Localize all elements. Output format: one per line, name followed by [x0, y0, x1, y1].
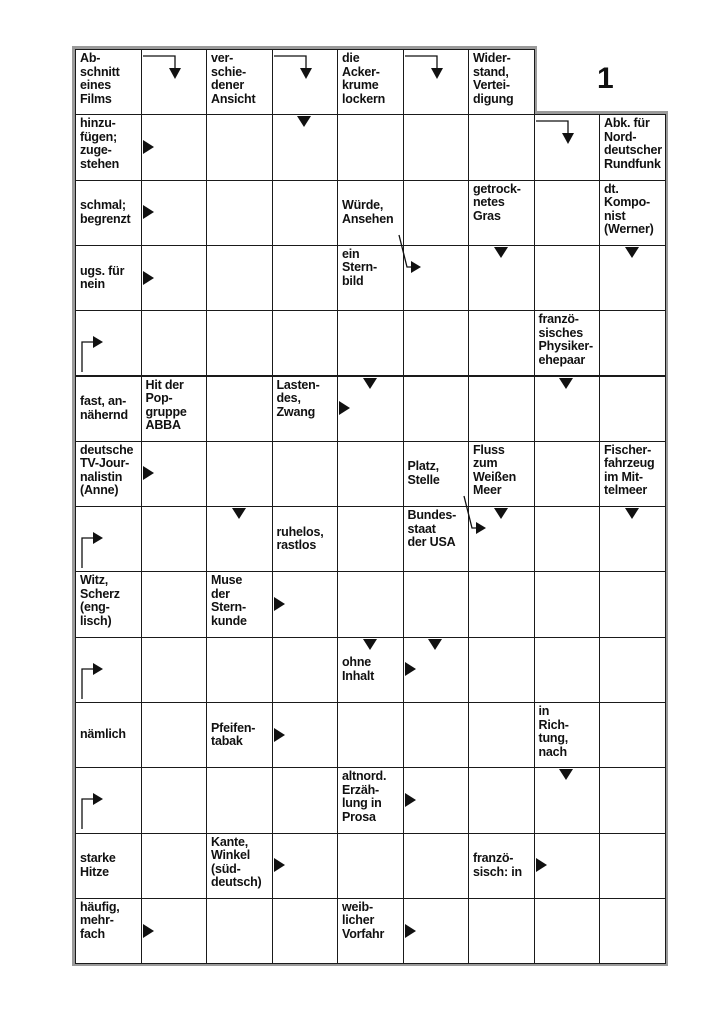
clue-text: Muse der Stern- kunde [211, 573, 247, 628]
clue-cell [75, 376, 142, 442]
right-arrow-icon [143, 924, 154, 938]
answer-cell[interactable] [468, 898, 535, 964]
answer-cell[interactable] [599, 702, 666, 768]
answer-cell[interactable] [468, 702, 535, 768]
answer-cell[interactable] [599, 637, 666, 703]
answer-cell[interactable] [141, 833, 208, 899]
clue-text: in Rich- tung, nach [538, 704, 569, 759]
clue-cell [75, 114, 142, 180]
answer-cell[interactable] [272, 310, 339, 376]
answer-cell[interactable] [599, 898, 666, 964]
clue-text: ruhelos, rastlos [276, 524, 324, 553]
clue-cell [75, 702, 142, 768]
answer-cell[interactable] [403, 702, 470, 768]
down-arrow-icon [625, 247, 639, 258]
right-arrow-icon [274, 597, 285, 611]
right-arrow-icon [405, 662, 416, 676]
clue-text: franzö- sisches Physiker- ehepaar [538, 312, 593, 367]
answer-cell[interactable] [599, 571, 666, 637]
right-arrow-icon [405, 793, 416, 807]
answer-cell[interactable] [141, 571, 208, 637]
clue-text: Würde, Ansehen [342, 198, 394, 226]
clue-text: schmal; begrenzt [80, 198, 131, 226]
bent-right-arrow-icon [81, 332, 107, 372]
answer-cell[interactable] [141, 767, 208, 833]
answer-cell[interactable] [206, 310, 273, 376]
answer-cell[interactable] [272, 898, 339, 964]
down-arrow-icon [494, 247, 508, 258]
down-arrow-icon [297, 116, 311, 127]
right-arrow-icon [536, 858, 547, 872]
answer-cell[interactable] [337, 702, 404, 768]
clue-text: starke Hitze [80, 851, 116, 879]
clue-text: Kante, Winkel (süd- deutsch) [211, 834, 262, 890]
answer-cell[interactable] [272, 180, 339, 246]
clue-text: fast, an- nähernd [80, 394, 128, 422]
clue-cell [75, 245, 142, 311]
bent-right-arrow-icon [81, 789, 107, 829]
answer-cell[interactable] [272, 637, 339, 703]
answer-cell[interactable] [534, 441, 601, 507]
answer-cell[interactable] [337, 114, 404, 180]
clue-cell [599, 441, 666, 507]
answer-cell[interactable] [468, 310, 535, 376]
clue-cell [75, 180, 142, 246]
answer-cell[interactable] [206, 376, 273, 442]
clue-text: altnord. Erzäh- lung in Prosa [342, 769, 387, 824]
right-arrow-icon [405, 924, 416, 938]
right-arrow-icon [143, 140, 154, 154]
answer-cell[interactable] [272, 245, 339, 311]
answer-cell[interactable] [206, 245, 273, 311]
right-arrow-icon [143, 205, 154, 219]
answer-cell[interactable] [534, 506, 601, 572]
clue-cell [75, 833, 142, 899]
answer-cell[interactable] [403, 571, 470, 637]
clue-text: ein Stern- bild [342, 246, 377, 288]
answer-cell[interactable] [468, 114, 535, 180]
answer-cell[interactable] [141, 702, 208, 768]
answer-cell[interactable] [468, 637, 535, 703]
right-arrow-icon [339, 401, 350, 415]
clue-cell [599, 114, 666, 180]
bent-down-arrow-icon [405, 55, 445, 81]
clue-text: dt. Kompo- nist (Werner) [604, 181, 654, 237]
right-arrow-icon [274, 728, 285, 742]
right-arrow-icon [143, 466, 154, 480]
clue-cell [337, 49, 404, 115]
clue-cell [206, 833, 273, 899]
clue-text: die Acker- krume lockern [342, 51, 386, 106]
clue-cell [337, 180, 404, 246]
answer-cell[interactable] [141, 637, 208, 703]
clue-text: hinzu- fügen; zuge- stehen [80, 116, 120, 171]
clue-cell [206, 49, 273, 115]
bent-right-arrow-icon [81, 528, 107, 568]
clue-text: Lasten- des, Zwang [276, 377, 320, 419]
clue-cell [75, 571, 142, 637]
clue-text: ver- schie- dener Ansicht [211, 51, 256, 106]
answer-cell[interactable] [403, 310, 470, 376]
answer-cell[interactable] [206, 180, 273, 246]
clue-cell [272, 506, 339, 572]
answer-cell[interactable] [534, 637, 601, 703]
bent-down-arrow-icon [143, 55, 183, 81]
clue-cell [534, 310, 601, 376]
clue-text: Bundes- staat der USA [407, 508, 457, 550]
down-arrow-icon [625, 508, 639, 519]
clue-text: Abk. für Nord- deutscher Rundfunk [604, 116, 662, 171]
down-arrow-icon [363, 639, 377, 650]
answer-cell[interactable] [206, 114, 273, 180]
answer-cell[interactable] [468, 376, 535, 442]
clue-cell [272, 376, 339, 442]
clue-text: Wider- stand, Vertei- digung [473, 51, 514, 106]
clue-text: Fischer- fahrzeug im Mit- telmeer [604, 442, 655, 498]
answer-cell[interactable] [534, 898, 601, 964]
answer-cell[interactable] [599, 310, 666, 376]
answer-cell[interactable] [403, 114, 470, 180]
answer-cell[interactable] [337, 310, 404, 376]
clue-text: Ab- schnitt eines Films [80, 51, 120, 106]
answer-cell[interactable] [141, 506, 208, 572]
clue-cell [468, 180, 535, 246]
answer-cell[interactable] [468, 767, 535, 833]
clue-text: Platz, Stelle [407, 459, 440, 487]
clue-cell [141, 376, 208, 442]
answer-cell[interactable] [141, 310, 208, 376]
clue-cell [403, 441, 470, 507]
answer-cell[interactable] [272, 767, 339, 833]
down-arrow-icon [428, 639, 442, 650]
clue-cell [75, 898, 142, 964]
answer-cell[interactable] [206, 637, 273, 703]
answer-cell[interactable] [206, 898, 273, 964]
answer-cell[interactable] [337, 833, 404, 899]
bent-down-arrow-icon [536, 120, 576, 146]
clue-text: weib- licher Vorfahr [342, 899, 385, 941]
clue-text: nämlich [80, 727, 126, 742]
clue-text: Fluss zum Weißen Meer [473, 442, 517, 498]
clue-text: häufig, mehr- fach [80, 899, 120, 941]
diagonal-arrow-icon [464, 496, 494, 540]
clue-cell [206, 702, 273, 768]
right-arrow-icon [274, 858, 285, 872]
clue-cell [599, 180, 666, 246]
clue-cell [468, 49, 535, 115]
answer-cell[interactable] [403, 376, 470, 442]
clue-text: ugs. für nein [80, 263, 125, 292]
bent-right-arrow-icon [81, 659, 107, 699]
clue-text: Witz, Scherz (eng- lisch) [80, 573, 120, 628]
down-arrow-icon [559, 378, 573, 389]
answer-cell[interactable] [206, 767, 273, 833]
answer-cell[interactable] [337, 571, 404, 637]
answer-cell[interactable] [599, 833, 666, 899]
right-arrow-icon [143, 271, 154, 285]
clue-text: franzö- sisch: in [473, 851, 522, 879]
puzzle-number: 1 [597, 62, 614, 95]
answer-cell[interactable] [337, 506, 404, 572]
answer-cell[interactable] [337, 441, 404, 507]
clue-cell [75, 49, 142, 115]
answer-cell[interactable] [599, 767, 666, 833]
answer-cell[interactable] [206, 441, 273, 507]
answer-cell[interactable] [272, 441, 339, 507]
clue-text: getrock- netes Gras [473, 181, 521, 223]
answer-cell[interactable] [403, 833, 470, 899]
clue-cell [206, 571, 273, 637]
diagonal-arrow-icon [399, 235, 429, 279]
clue-text: deutsche TV-Jour- nalistin (Anne) [80, 442, 134, 498]
clue-cell [337, 245, 404, 311]
down-arrow-icon [363, 378, 377, 389]
answer-cell[interactable] [534, 245, 601, 311]
answer-cell[interactable] [468, 571, 535, 637]
clue-cell [75, 441, 142, 507]
clue-cell [403, 506, 470, 572]
clue-cell [337, 898, 404, 964]
down-arrow-icon [494, 508, 508, 519]
answer-cell[interactable] [534, 571, 601, 637]
clue-cell [337, 767, 404, 833]
clue-text: Pfeifen- tabak [211, 720, 256, 749]
answer-cell[interactable] [599, 376, 666, 442]
down-arrow-icon [559, 769, 573, 780]
clue-cell [534, 702, 601, 768]
clue-text: ohne Inhalt [342, 655, 375, 683]
clue-text: Hit der Pop- gruppe ABBA [145, 377, 187, 432]
answer-cell[interactable] [534, 180, 601, 246]
down-arrow-icon [232, 508, 246, 519]
bent-down-arrow-icon [274, 55, 314, 81]
clue-cell [468, 833, 535, 899]
